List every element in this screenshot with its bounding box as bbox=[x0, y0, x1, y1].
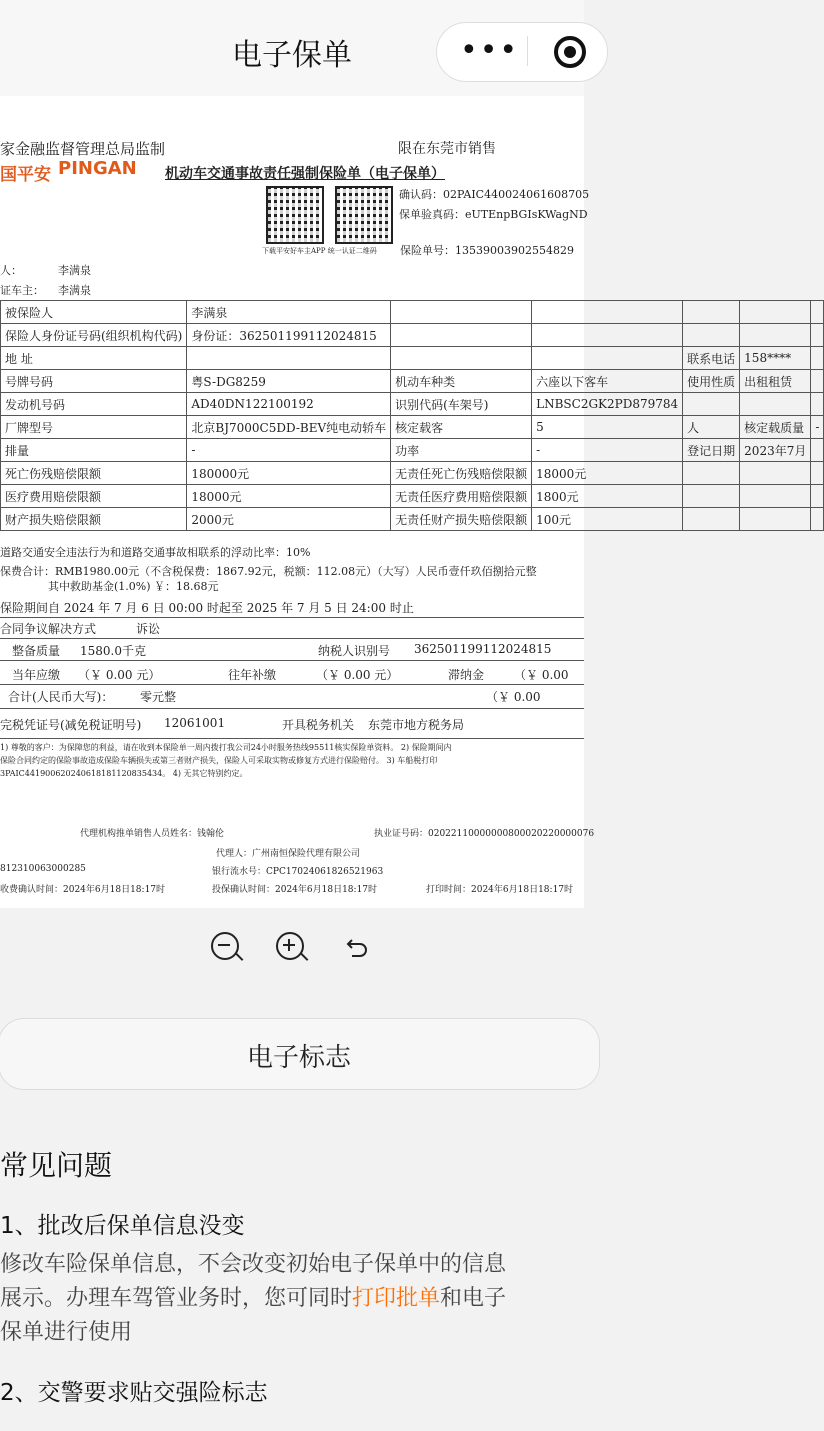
table-cell: - bbox=[811, 416, 824, 439]
table-cell: 180000元 bbox=[187, 462, 391, 485]
table-cell: 联系电话 bbox=[683, 347, 740, 370]
notes-line: 1) 尊敬的客户：为保障您的利益，请在收到本保险单一周内拨打我公司24小时服务热线95511核实保险单资料。 2) 保险期间内 bbox=[0, 743, 452, 752]
table-cell bbox=[811, 324, 824, 347]
faq-question[interactable]: 2、交警要求贴交强险标志 bbox=[0, 1380, 268, 1406]
confirm-time: 投保确认时间：2024年6月18日18:17时 bbox=[212, 885, 378, 895]
bank-serial: 银行流水号：CPC17024061826521963 bbox=[212, 867, 384, 877]
total-label: 合计(人民币大写)： bbox=[8, 690, 114, 704]
dispute-label: 合同争议解决方式 bbox=[0, 622, 97, 636]
total-value: 零元整 bbox=[140, 690, 177, 704]
table-cell bbox=[532, 324, 683, 347]
table-cell: 出租租赁 bbox=[740, 370, 811, 393]
current-tax: （￥ 0.00 元） bbox=[78, 668, 161, 682]
reset-icon[interactable] bbox=[344, 932, 376, 964]
table-cell bbox=[683, 393, 740, 416]
more-icon[interactable]: ••• bbox=[460, 33, 520, 68]
capsule-divider bbox=[527, 36, 528, 66]
faq-answer-text: 和电子 bbox=[440, 1286, 507, 1311]
curb-weight-label: 整备质量 bbox=[12, 644, 61, 658]
table-cell bbox=[740, 301, 811, 324]
insured-name: 李满泉 bbox=[58, 264, 91, 277]
confirm-code: 确认码：02PAIC440024061608705 bbox=[399, 188, 590, 201]
table-cell bbox=[740, 462, 811, 485]
premium-line: 保费合计：RMB1980.00元（不含税保费：1867.92元，税额：112.08元）（大写）人民币壹仟玖佰捌拾元整 bbox=[0, 565, 537, 578]
table-cell: 号牌号码 bbox=[1, 370, 187, 393]
late-fee-label: 滞纳金 bbox=[448, 668, 485, 682]
notes-line: 3PAIC441900620240618181120835434。 4) 无其它特别约定。 bbox=[0, 769, 248, 778]
table-cell bbox=[811, 439, 824, 462]
verify-code: 保单验真码：eUTEnpBGIsKWagND bbox=[399, 208, 588, 221]
rule bbox=[0, 617, 584, 618]
table-row bbox=[1, 347, 824, 370]
table-cell: 排量 bbox=[1, 439, 187, 462]
curb-weight: 1580.0千克 bbox=[80, 644, 146, 658]
insured-label: 人： bbox=[0, 264, 22, 277]
table-cell bbox=[811, 462, 824, 485]
table-row bbox=[1, 485, 824, 508]
print-time: 打印时间：2024年6月18日18:17时 bbox=[426, 885, 574, 895]
table-row bbox=[1, 508, 824, 531]
table-cell: 被保险人 bbox=[1, 301, 187, 324]
table-cell bbox=[740, 324, 811, 347]
table-cell bbox=[683, 508, 740, 531]
table-cell: 18000元 bbox=[532, 462, 683, 485]
qr-code bbox=[268, 188, 322, 242]
table-cell: 保险人身份证号码(组织机构代码) bbox=[1, 324, 187, 347]
table-cell bbox=[683, 324, 740, 347]
table-cell bbox=[683, 485, 740, 508]
total-num: （￥ 0.00 bbox=[486, 690, 541, 704]
table-cell: 2023年7月 bbox=[740, 439, 811, 462]
regulator-text: 家金融监督管理总局监制 bbox=[0, 140, 166, 158]
late-fee: （￥ 0.00 bbox=[514, 668, 569, 682]
zoom-in-icon[interactable] bbox=[276, 932, 308, 964]
close-target-icon[interactable] bbox=[554, 36, 586, 68]
current-tax-label: 当年应缴 bbox=[12, 668, 61, 682]
table-cell bbox=[187, 347, 391, 370]
policy-document bbox=[0, 96, 820, 908]
table-cell bbox=[811, 508, 824, 531]
table-cell: 登记日期 bbox=[683, 439, 740, 462]
table-row bbox=[1, 416, 824, 439]
rule bbox=[0, 638, 584, 639]
qr-code bbox=[337, 188, 391, 242]
taxpayer-id: 362501199112024815 bbox=[414, 642, 552, 656]
table-cell: 粤S-DG8259 bbox=[187, 370, 391, 393]
table-cell: 18000元 bbox=[187, 485, 391, 508]
table-cell: 厂牌型号 bbox=[1, 416, 187, 439]
tax-office: 东莞市地方税务局 bbox=[368, 718, 465, 732]
serial-left: 812310063000285 bbox=[0, 864, 86, 874]
table-cell: - bbox=[532, 439, 683, 462]
table-cell bbox=[532, 347, 683, 370]
table-row bbox=[1, 324, 824, 347]
page-title: 电子保单 bbox=[232, 38, 352, 73]
faq-heading: 常见问题 bbox=[0, 1149, 113, 1182]
table-cell: 身份证：362501199112024815 bbox=[187, 324, 391, 347]
table-cell: 功率 bbox=[391, 439, 532, 462]
faq-answer-line bbox=[0, 1280, 584, 1318]
table-cell: 死亡伤残赔偿限额 bbox=[1, 462, 187, 485]
zoom-out-icon[interactable] bbox=[211, 932, 243, 964]
policy-number: 保险单号：13539003902554829 bbox=[400, 244, 574, 257]
table-cell bbox=[811, 301, 824, 324]
tax-cert-label: 完税凭证号(减免税证明号) bbox=[0, 718, 142, 732]
electronic-mark-label: 电子标志 bbox=[246, 1043, 351, 1073]
agent-company: 代理人：广州南恒保险代理有限公司 bbox=[216, 849, 361, 859]
table-cell bbox=[811, 485, 824, 508]
mini-program-header bbox=[0, 0, 584, 96]
rule bbox=[0, 660, 584, 661]
table-row bbox=[1, 370, 824, 393]
table-cell: 机动车种类 bbox=[391, 370, 532, 393]
table-cell: 核定载客 bbox=[391, 416, 532, 439]
table-cell bbox=[532, 301, 683, 324]
owner-name: 李满泉 bbox=[58, 284, 91, 297]
table-cell bbox=[740, 485, 811, 508]
tax-cert-no: 12061001 bbox=[164, 716, 226, 730]
table-cell bbox=[811, 393, 824, 416]
table-cell: 2000元 bbox=[187, 508, 391, 531]
sale-region: 限在东莞市销售 bbox=[398, 141, 496, 157]
table-cell: 六座以下客车 bbox=[532, 370, 683, 393]
table-cell: 发动机号码 bbox=[1, 393, 187, 416]
policy-table bbox=[0, 300, 824, 531]
table-cell: 1800元 bbox=[532, 485, 683, 508]
table-cell: 人 bbox=[683, 416, 740, 439]
brand-cn: 国平安 bbox=[0, 165, 51, 185]
table-cell bbox=[391, 301, 532, 324]
brand-en: PINGAN bbox=[58, 158, 137, 179]
table-cell: 使用性质 bbox=[683, 370, 740, 393]
table-cell bbox=[683, 301, 740, 324]
faq-question[interactable]: 1、批改后保单信息没变 bbox=[0, 1213, 245, 1239]
float-ratio: 道路交通安全违法行为和道路交通事故相联系的浮动比率：10% bbox=[0, 546, 311, 559]
table-cell: 无责任死亡伤残赔偿限额 bbox=[391, 462, 532, 485]
qr-caption: 下载平安好车主APP 统一认证二维码 bbox=[262, 247, 377, 255]
table-cell bbox=[811, 347, 824, 370]
back-tax-label: 往年补缴 bbox=[228, 668, 277, 682]
table-cell: - bbox=[187, 439, 391, 462]
print-endorsement-link[interactable]: 打印批单 bbox=[352, 1286, 441, 1311]
rule bbox=[0, 708, 584, 709]
agent-name: 代理机构推单销售人员姓名：钱翰伦 bbox=[80, 829, 225, 839]
table-cell bbox=[740, 393, 811, 416]
faq-answer-text: 展示。办理车驾管业务时，您可同时 bbox=[0, 1286, 353, 1311]
policy-title: 机动车交通事故责任强制保险单（电子保单） bbox=[165, 166, 445, 182]
table-row bbox=[1, 439, 824, 462]
table-cell: 李满泉 bbox=[187, 301, 391, 324]
rule bbox=[0, 684, 584, 685]
table-cell: 核定载质量 bbox=[740, 416, 811, 439]
table-cell: 医疗费用赔偿限额 bbox=[1, 485, 187, 508]
table-cell: 地 址 bbox=[1, 347, 187, 370]
receipt-time: 收费确认时间：2024年6月18日18:17时 bbox=[0, 885, 166, 895]
table-row bbox=[1, 393, 824, 416]
table-cell: 5 bbox=[532, 416, 683, 439]
license-no: 执业证号码：02022110000000800020220000076 bbox=[374, 829, 595, 839]
table-cell: 158**** bbox=[740, 347, 811, 370]
table-cell: 识别代码(车架号) bbox=[391, 393, 532, 416]
table-cell bbox=[811, 370, 824, 393]
table-cell: 100元 bbox=[532, 508, 683, 531]
electronic-mark-button[interactable] bbox=[0, 1018, 600, 1090]
tax-office-label: 开具税务机关 bbox=[282, 718, 355, 732]
table-row bbox=[1, 301, 824, 324]
taxpayer-label: 纳税人识别号 bbox=[318, 644, 391, 658]
table-cell bbox=[391, 347, 532, 370]
notes-line: 保险合同约定的保险事故造成保险车辆损失或第三者财产损失，保险人可采取实物或修复方式进行保险赔付。 3) 车船税打印 bbox=[0, 756, 438, 765]
table-cell: 无责任财产损失赔偿限额 bbox=[391, 508, 532, 531]
rescue-fund: 其中救助基金(1.0%) ￥：18.68元 bbox=[48, 580, 219, 593]
table-cell: 财产损失赔偿限额 bbox=[1, 508, 187, 531]
table-cell bbox=[391, 324, 532, 347]
owner-label: 证车主： bbox=[0, 284, 44, 297]
faq-answer-line: 修改车险保单信息，不会改变初始电子保单中的信息 bbox=[0, 1252, 507, 1277]
back-tax: （￥ 0.00 元） bbox=[316, 668, 399, 682]
faq-answer-line: 保单进行使用 bbox=[0, 1320, 133, 1345]
rule bbox=[0, 738, 584, 739]
dispute-value: 诉讼 bbox=[136, 622, 161, 636]
table-cell: 北京BJ7000C5DD-BEV纯电动轿车 bbox=[187, 416, 391, 439]
table-cell bbox=[683, 462, 740, 485]
table-cell: LNBSC2GK2PD879784 bbox=[532, 393, 683, 416]
table-row bbox=[1, 462, 824, 485]
insurance-period: 保险期间自 2024 年 7 月 6 日 00:00 时起至 2025 年 7 月 5 日 24:00 时止 bbox=[0, 601, 414, 615]
table-cell: 无责任医疗费用赔偿限额 bbox=[391, 485, 532, 508]
table-cell bbox=[740, 508, 811, 531]
table-cell: AD40DN122100192 bbox=[187, 393, 391, 416]
